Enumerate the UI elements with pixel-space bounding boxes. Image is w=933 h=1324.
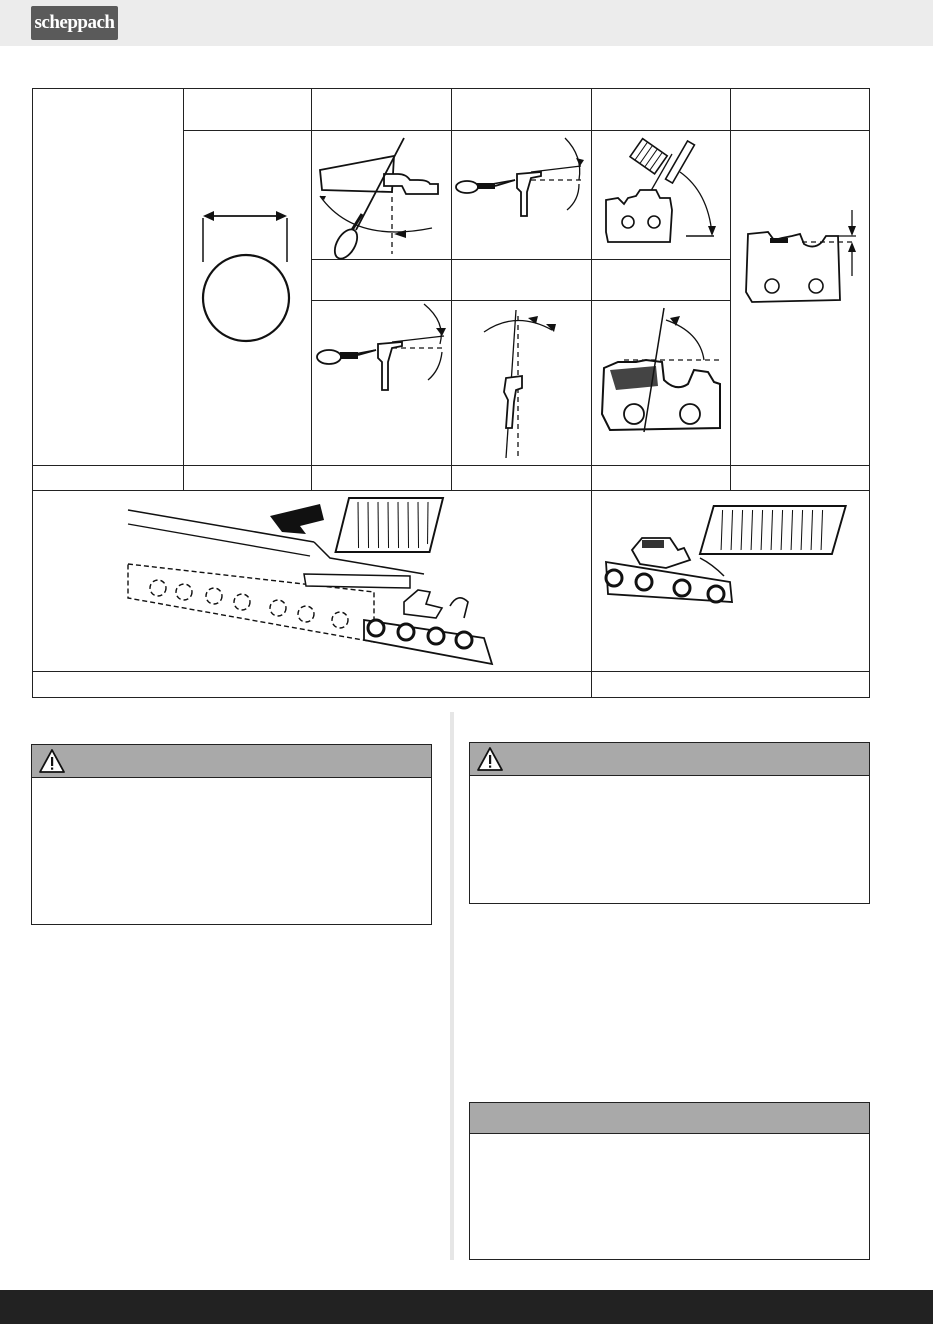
- table-rule: [311, 89, 312, 491]
- table-rule: [451, 89, 452, 491]
- warning-triangle-icon: [476, 746, 504, 772]
- depth-gauge-figure: [742, 206, 868, 310]
- warning-box-right: [469, 742, 870, 904]
- file-holder-angle-figure: [600, 136, 726, 246]
- note-box-right: [469, 1102, 870, 1260]
- chain-guide-figure: [124, 494, 500, 666]
- depth-gauge-file-figure: [600, 498, 862, 624]
- footer-bar: [0, 1290, 933, 1324]
- table-rule: [183, 130, 870, 131]
- warning-triangle-icon: [38, 748, 66, 774]
- top-plate-angle-figure: [314, 134, 448, 260]
- warning-box-header: [470, 743, 869, 776]
- warning-box-header: [32, 745, 431, 778]
- cutter-angle-figure: [596, 304, 726, 436]
- file-diameter-figure: [190, 200, 300, 350]
- column-divider: [450, 712, 454, 1260]
- table-rule: [591, 89, 592, 698]
- table-rule: [730, 89, 731, 491]
- side-plate-angle-figure-2: [314, 300, 448, 396]
- note-box-header: [470, 1103, 869, 1134]
- brand-logo: scheppach: [31, 6, 118, 40]
- warning-box-left: [31, 744, 432, 925]
- side-plate-angle-figure-1: [455, 136, 585, 226]
- header-bar: [0, 0, 933, 46]
- table-rule: [183, 89, 184, 491]
- tilt-angle-figure: [466, 302, 576, 462]
- table-rule: [33, 671, 870, 672]
